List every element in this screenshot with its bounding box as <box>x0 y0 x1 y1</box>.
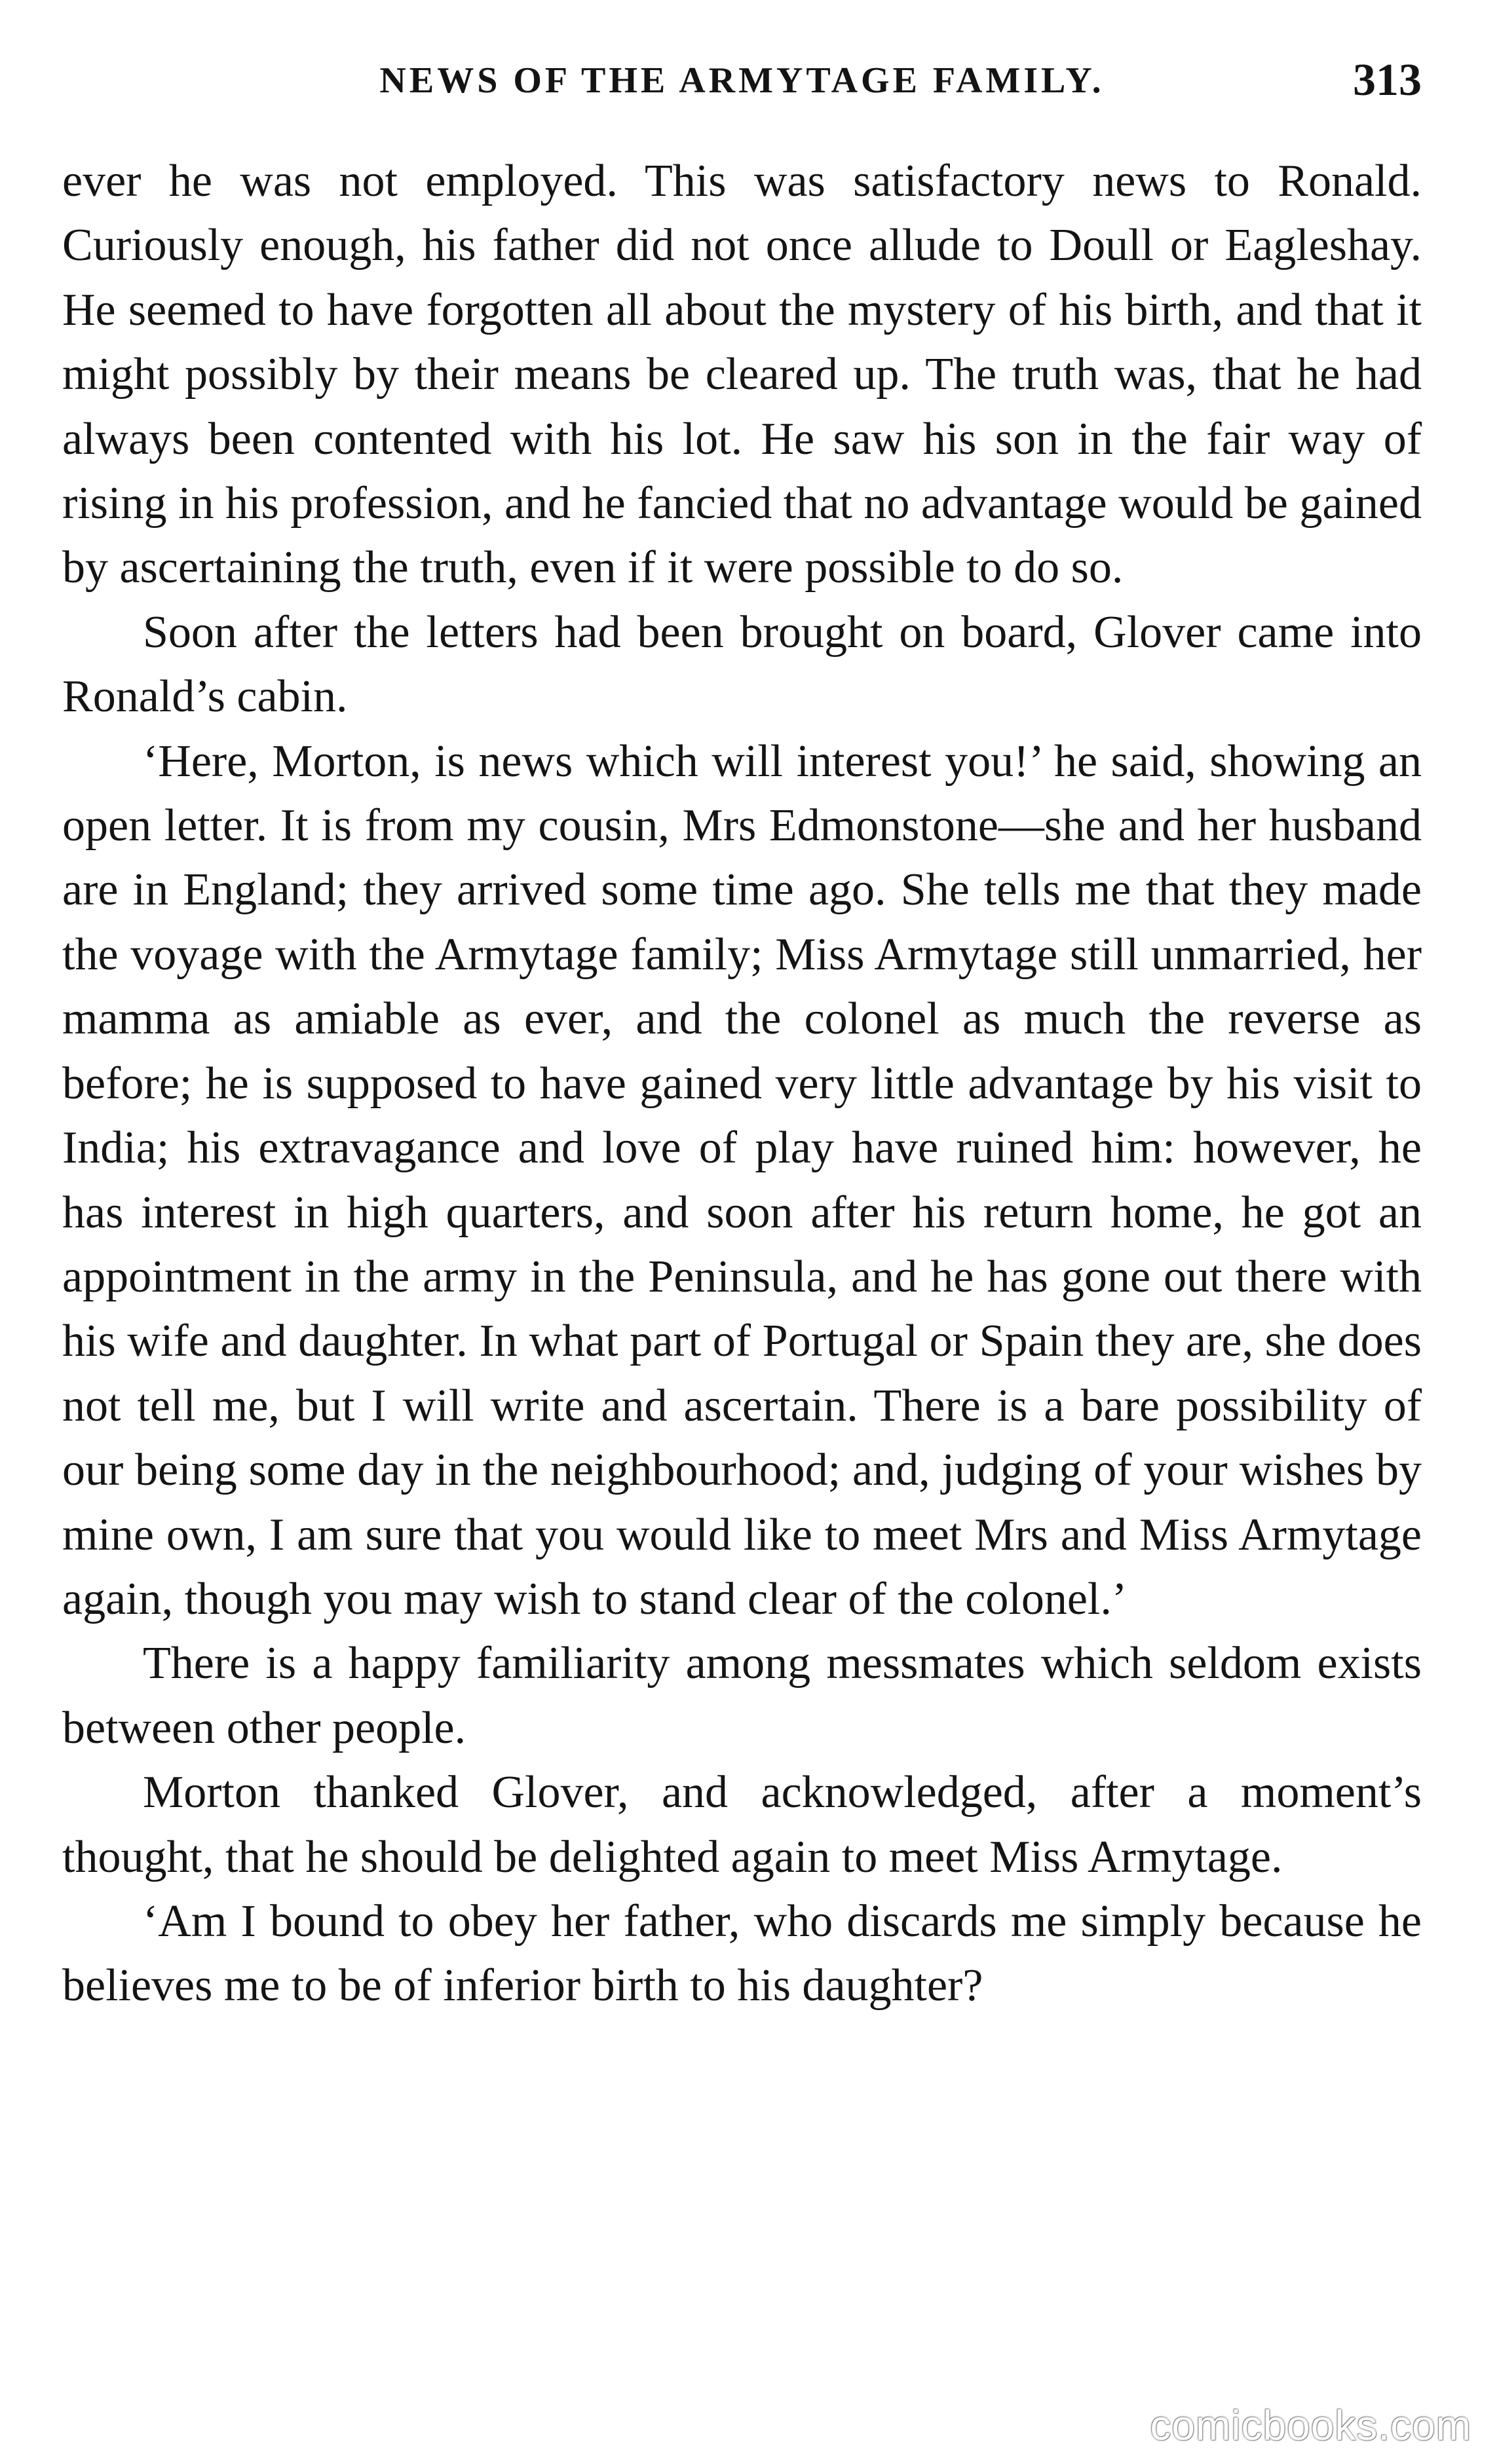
running-head <box>62 51 1422 110</box>
paragraph: There is a happy familiarity among messmates which seldom exists between other people. <box>62 1638 1422 1753</box>
paragraph: Morton thanked Glover, and acknowledged, after a moment’s thought, that he should be delighted again to meet Miss Armytage. <box>62 1767 1422 1882</box>
page-number: 313 <box>1353 55 1422 105</box>
paragraph-continued: ever he was not employed. This was satisfactory news to Ronald. Curiously enough, his father did not once allude to Doull or Eagleshay. He seemed to have forgotten all about the mystery of his birth, and that it might possibly by their means be cleared up. The truth was, that he had always been contented with his lot. He saw his son in the fair way of rising in his profession, and he fancied that no advantage would be gained by ascertaining the truth, even if it were possible to do so. <box>62 156 1422 593</box>
watermark: comicbooks.com <box>1150 2402 1471 2449</box>
paragraph: ‘Here, Morton, is news which will interest you!’ he said, showing an open letter. It is from my cousin, Mrs Edmonstone—she and her husband are in England; they arrived some time ago. She tells me that they made the voyage with the Armytage family; Miss Armytage still unmarried, her mamma as amiable as ever, and the colonel as much the reverse as before; he is supposed to have gained very little advantage by his visit to India; his extravagance and love of play have ruined him: however, he has interest in high quarters, and soon after his return home, he got an appointment in the army in the Peninsula, and he has gone out there with his wife and daughter. In what part of Portugal or Spain they are, she does not tell me, but I will write and ascertain. There is a bare possibility of our being some day in the neighbourhood; and, judging of your wishes by mine own, I am sure that you would like to meet Mrs and Miss Armytage again, though you may wish to stand clear of the colonel.’ <box>62 736 1422 1624</box>
paragraph: ‘Am I bound to obey her father, who discards me simply because he believes me to be of inferior birth to his daughter? <box>62 1895 1422 2011</box>
body-text <box>62 149 1422 2019</box>
running-title: NEWS OF THE ARMYTAGE FAMILY. <box>379 60 1105 101</box>
paragraph: Soon after the letters had been brought on board, Glover came into Ronald’s cabin. <box>62 607 1422 722</box>
